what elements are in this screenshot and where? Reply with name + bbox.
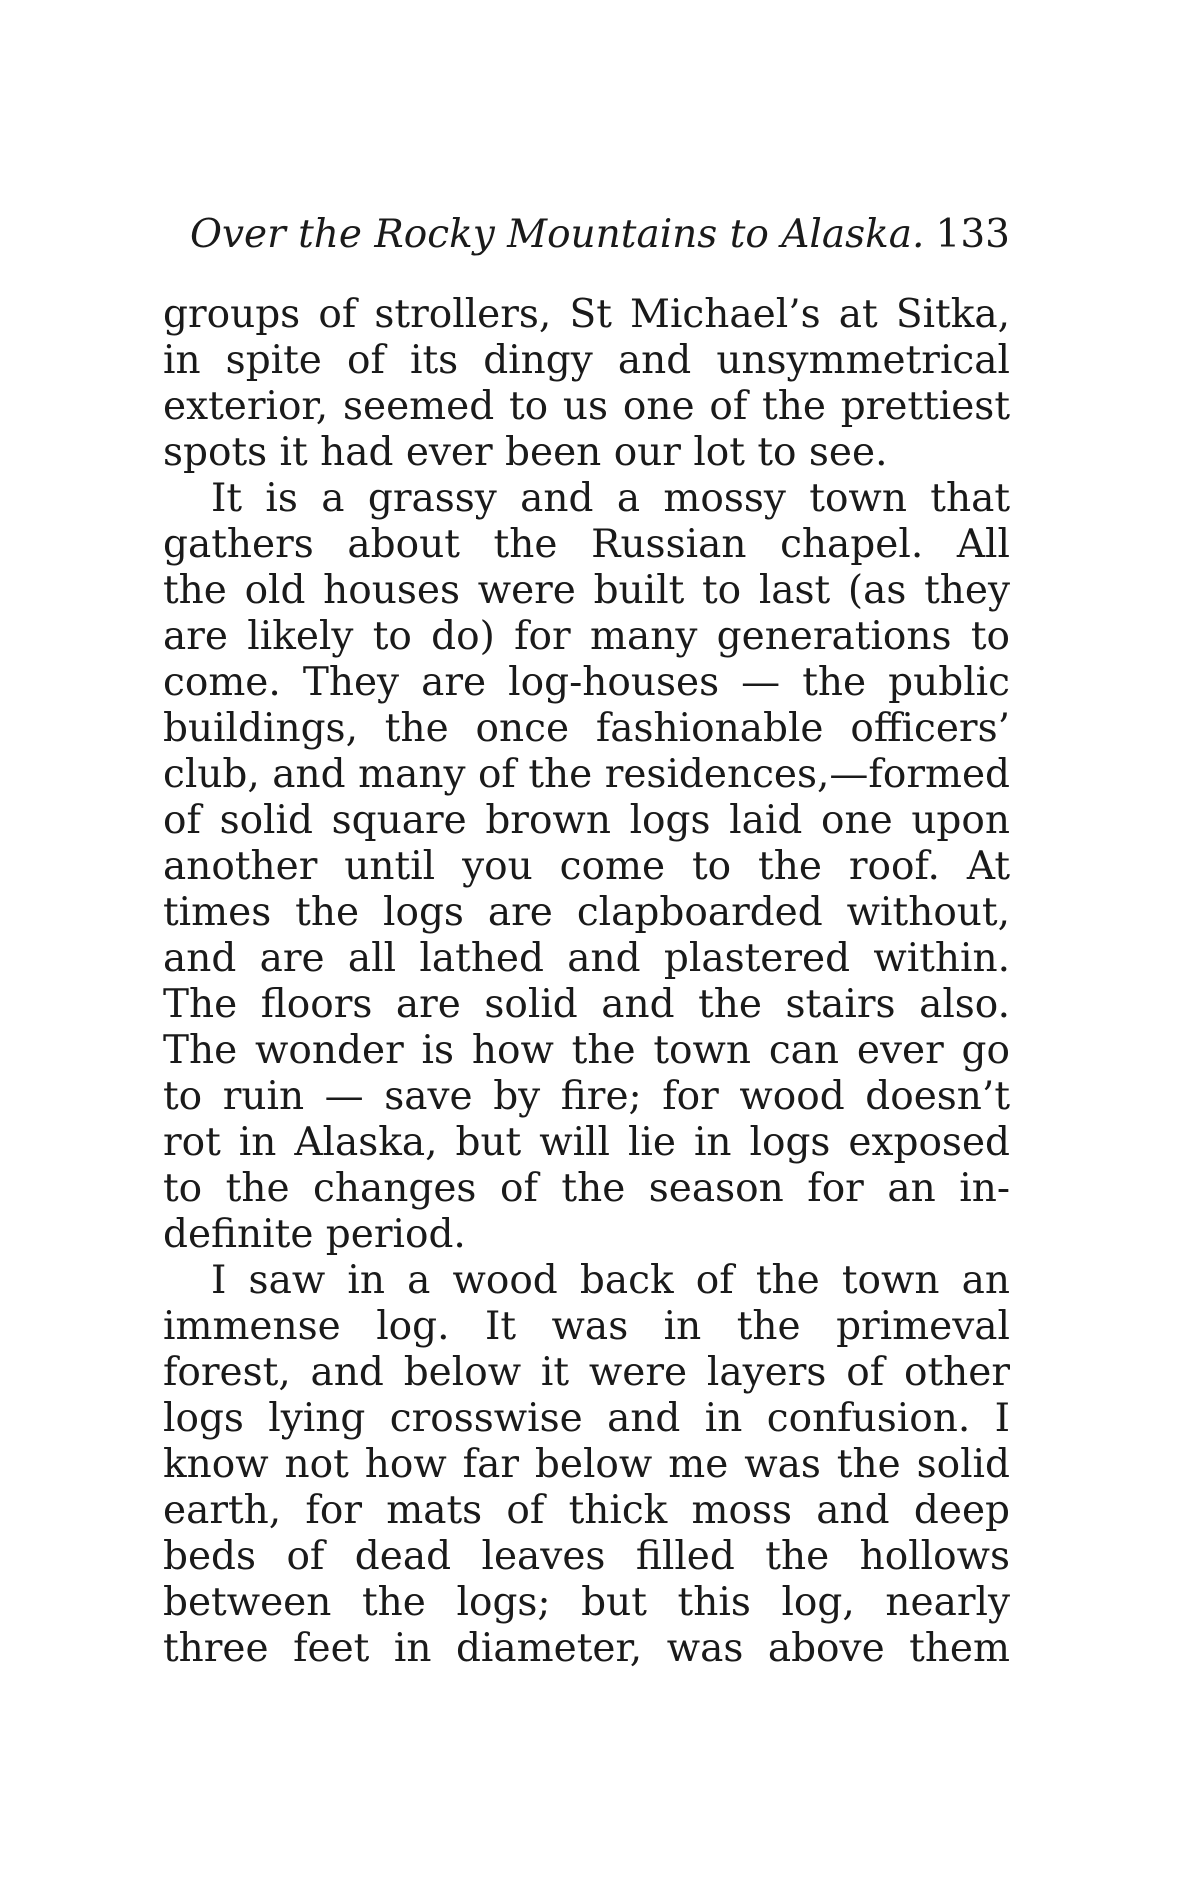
text-line: logs lying crosswise and in confusion. I	[163, 1396, 1010, 1441]
text-line: the old houses were built to last (as they	[163, 568, 1010, 613]
text-line: in spite of its dingy and unsymmetrical	[163, 338, 1010, 383]
text-line: definite period.	[163, 1212, 466, 1257]
text-line: I saw in a wood back of the town an	[211, 1258, 1010, 1303]
text-line: of solid square brown logs laid one upon	[163, 798, 1010, 843]
text-line: It is a grassy and a mossy town that	[211, 476, 1010, 521]
text-line: gathers about the Russian chapel. All	[163, 522, 1010, 567]
text-line: earth, for mats of thick moss and deep	[163, 1488, 1010, 1533]
text-line: club, and many of the residences,—formed	[163, 752, 1010, 797]
running-head	[190, 205, 1010, 265]
text-line: between the logs; but this log, nearly	[163, 1580, 1010, 1625]
text-line: to the changes of the season for an in-	[163, 1166, 1010, 1211]
text-line: buildings, the once fashionable officers’	[163, 706, 1010, 751]
text-line: groups of strollers, St Michael’s at Sitka,	[163, 292, 1010, 337]
text-line: times the logs are clapboarded without,	[163, 890, 1010, 935]
text-line: forest, and below it were layers of other	[163, 1350, 1010, 1395]
text-line: know not how far below me was the solid	[163, 1442, 1010, 1487]
text-line: and are all lathed and plastered within.	[163, 936, 1010, 981]
text-line: exterior, seemed to us one of the prettiest	[163, 384, 1010, 429]
text-line: spots it had ever been our lot to see.	[163, 430, 888, 475]
text-line: to ruin — save by fire; for wood doesn’t	[163, 1074, 1010, 1119]
text-line: beds of dead leaves filled the hollows	[163, 1534, 1010, 1579]
text-line: three feet in diameter, was above them	[163, 1626, 1010, 1671]
text-line: The floors are solid and the stairs also.	[163, 982, 1010, 1027]
running-title: Over the Rocky Mountains to Alaska.	[190, 212, 925, 257]
text-line: another until you come to the roof. At	[163, 844, 1010, 889]
body-text	[163, 292, 1010, 1672]
text-line: come. They are log-houses — the public	[163, 660, 1010, 705]
page-number: 133	[935, 212, 1010, 257]
text-line: are likely to do) for many generations to	[163, 614, 1010, 659]
text-line: immense log. It was in the primeval	[163, 1304, 1010, 1349]
text-line: The wonder is how the town can ever go	[163, 1028, 1010, 1073]
text-line: rot in Alaska, but will lie in logs exposed	[163, 1120, 1010, 1165]
